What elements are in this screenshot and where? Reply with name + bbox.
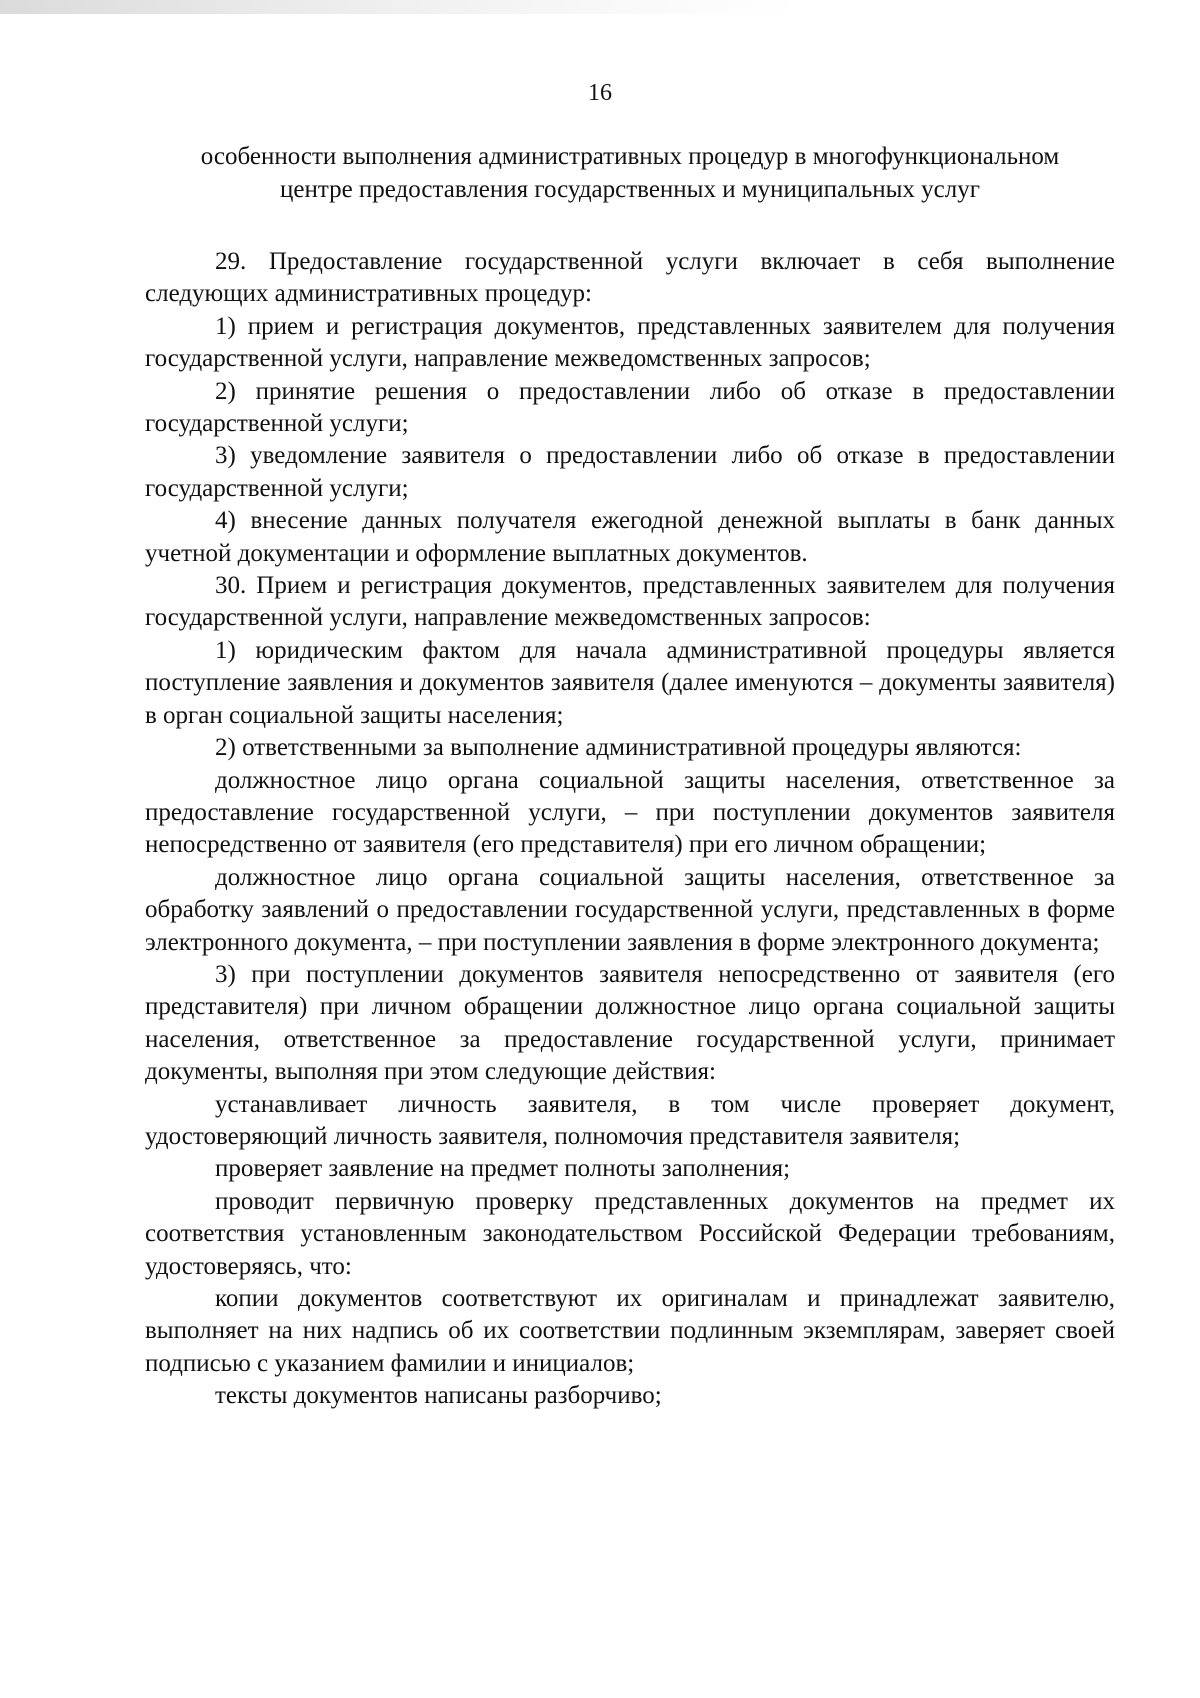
action-check-application: проверяет заявление на предмет полноты заполнения; [215, 1155, 791, 1183]
paragraph-29-item-2: 2) принятие решения о предоставлении либо об отказе в предоставлении государственной услуги; [145, 377, 1115, 438]
paragraph-29-item-3: 3) уведомление заявителя о предоставлении либо об отказе в предоставлении государственной услуги; [145, 442, 1115, 502]
paragraph-30: 30. Прием и регистрация документов, представленных заявителем для получения государственной услуги, направление межведомственных запросов: [145, 572, 1115, 632]
page-number: 16 [588, 80, 612, 106]
section-heading-line-1: особенности выполнения административных процедур в многофункциональном [200, 143, 1060, 170]
paragraph-29-item-1: 1) прием и регистрация документов, представленных заявителем для получения государственной услуги, направление межведомственных запросов; [145, 312, 1115, 373]
responsible-official-personal: должностное лицо органа социальной защиты населения, ответственное за предоставление государственной услуги, – при поступлении документов заявителя непосредственно от заявителя (его представителя) при его личном обращении; [145, 766, 1115, 859]
condition-copies-match: копии документов соответствуют их оригиналам и принадлежат заявителю, выполняет на них надпись об их соответствии подлинным экземплярам, заверяет своей подписью с указанием фамилии и инициалов; [145, 1285, 1115, 1377]
paragraph-30-item-2: 2) ответственными за выполнение административной процедуры являются: [215, 734, 1022, 762]
action-identify-applicant: устанавливает личность заявителя, в том числе проверяет документ, удостоверяющий личность заявителя, полномочия представителя заявителя; [145, 1090, 1115, 1150]
responsible-official-electronic: должностное лицо органа социальной защиты населения, ответственное за обработку заявлений о предоставлении государственной услуги, представленных в форме электронного документа, – при поступлении заявления в форме электронного документа; [145, 863, 1115, 956]
section-heading [145, 140, 1115, 206]
condition-legible-text: тексты документов написаны разборчиво; [215, 1382, 662, 1410]
scan-edge-artifact [0, 0, 800, 14]
paragraph-30-item-1: 1) юридическим фактом для начала административной процедуры является поступление заявления и документов заявителя (далее именуются – документы заявителя) в орган социальной защиты населения; [145, 636, 1115, 729]
paragraph-29-item-4: 4) внесение данных получателя ежегодной денежной выплаты в банк данных учетной документации и оформление выплатных документов. [145, 507, 1115, 567]
action-primary-check: проводит первичную проверку представленных документов на предмет их соответствия установленным законодательством Российской Федерации требованиям, удостоверяясь, что: [145, 1187, 1115, 1280]
paragraph-30-item-3: 3) при поступлении документов заявителя непосредственно от заявителя (его представителя) при личном обращении должностное лицо органа социальной защиты населения, ответственное за предоставление государственной услуги, принимает документы, выполняя при этом следующие действия: [145, 960, 1115, 1086]
document-body [145, 246, 1115, 1413]
section-heading-line-2: центре предоставления государственных и муниципальных услуг [279, 176, 981, 203]
paragraph-29: 29. Предоставление государственной услуги включает в себя выполнение следующих административных процедур: [145, 248, 1115, 308]
